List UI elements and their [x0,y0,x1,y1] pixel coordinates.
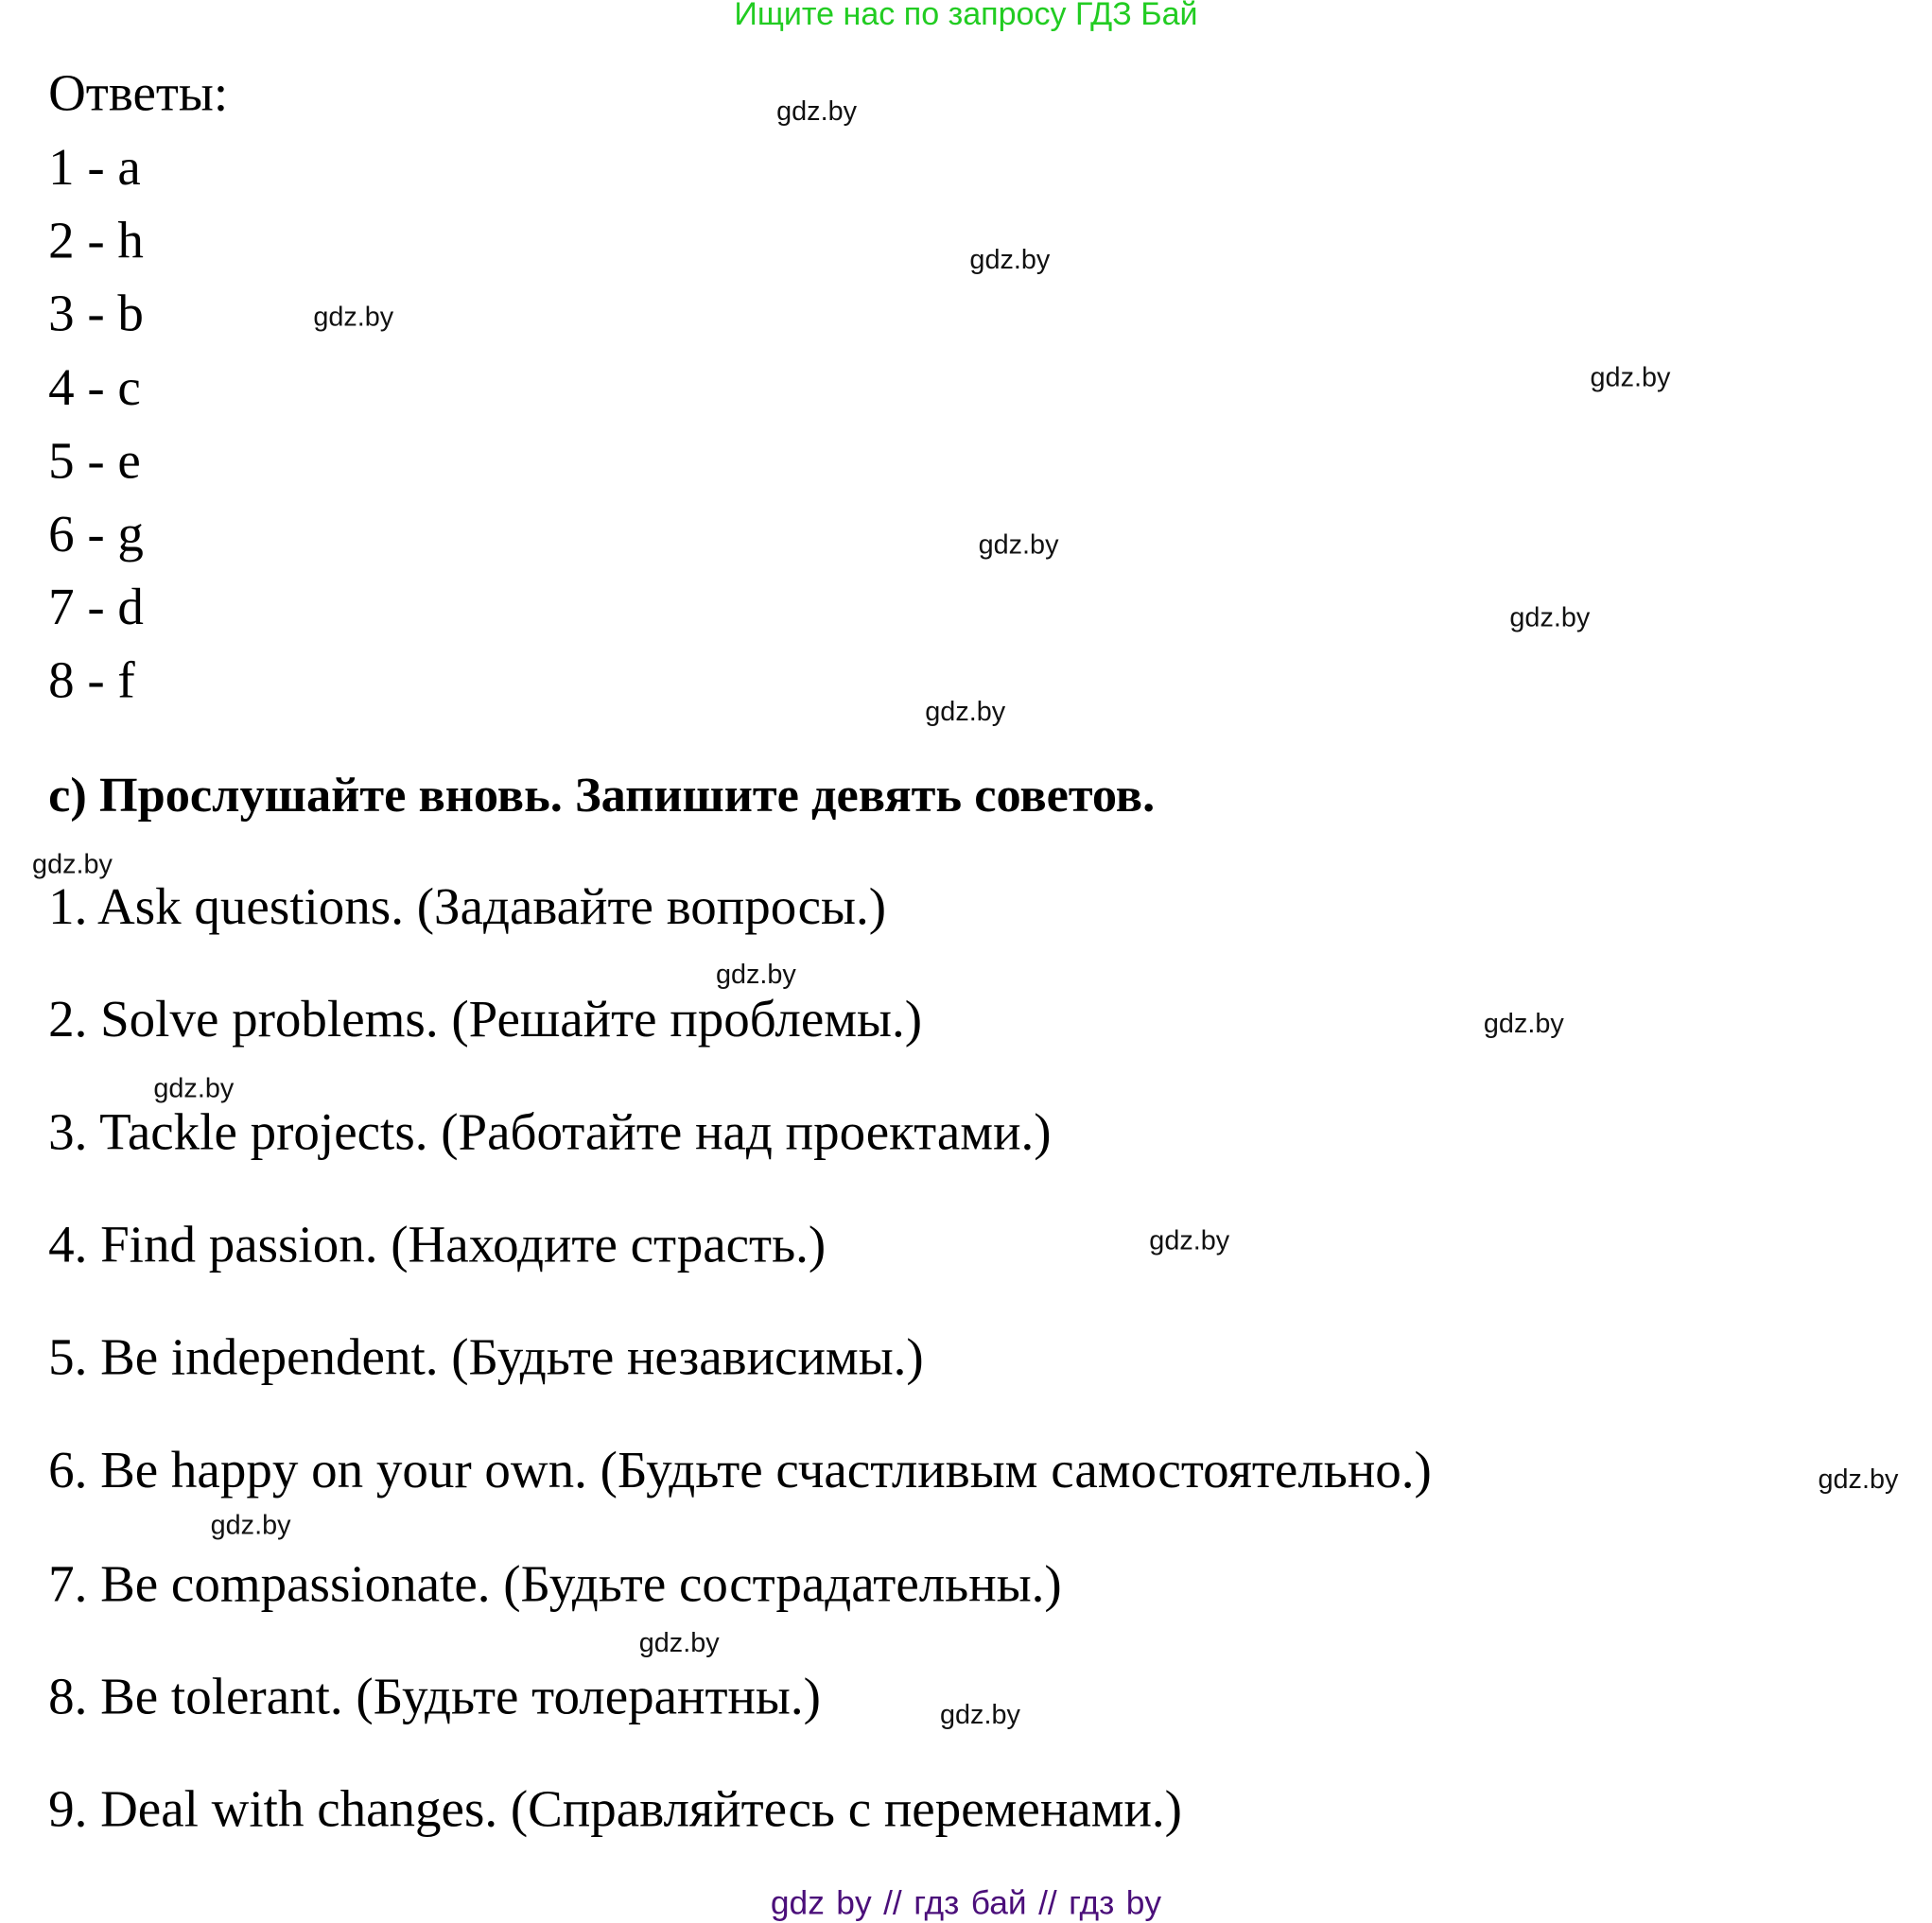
watermark: gdz.by [1818,1463,1899,1495]
answers-title: Ответы: [48,65,229,123]
tip-item: 3. Tackle projects. (Работайте над проектами.) [48,1104,1052,1162]
watermark: gdz.by [776,95,858,127]
tip-item: 1. Ask questions. (Задавайте вопросы.) [48,878,887,937]
answer-item: 7 - d [48,579,144,637]
answer-item: 3 - b [48,286,144,343]
search-banner: Ищите нас по запросу ГДЗ Бай [734,0,1198,33]
watermark: gdz.by [1483,1008,1564,1039]
tip-item: 4. Find passion. (Находите страсть.) [48,1217,827,1274]
answer-item: 6 - g [48,506,144,563]
watermark: gdz.by [1590,361,1671,393]
answer-item: 4 - c [48,360,141,418]
answer-item: 8 - f [48,652,135,710]
watermark: gdz.by [939,1698,1020,1730]
watermark: gdz.by [978,528,1059,560]
watermark: gdz.by [925,695,1006,727]
watermark: gdz.by [1509,601,1591,633]
footer-links: gdz by // гдз бай // гдз by [770,1884,1162,1922]
watermark: gdz.by [638,1626,720,1658]
task-c-heading: c) Прослушайте вновь. Запишите девять советов. [48,766,1156,823]
tip-item: 2. Solve problems. (Решайте проблемы.) [48,991,923,1049]
tip-item: 8. Be tolerant. (Будьте толерантны.) [48,1669,821,1726]
watermark: gdz.by [313,301,394,332]
watermark: gdz.by [210,1509,291,1541]
tip-item: 7. Be compassionate. (Будьте сострадательны.) [48,1556,1062,1614]
tip-item: 5. Be independent. (Будьте независимы.) [48,1329,924,1387]
answer-item: 2 - h [48,213,144,270]
watermark: gdz.by [715,958,796,990]
watermark: gdz.by [32,848,113,879]
watermark: gdz.by [1149,1224,1230,1256]
answer-item: 5 - e [48,433,141,491]
tip-item: 9. Deal with changes. (Справляйтесь с переменами.) [48,1781,1183,1839]
watermark: gdz.by [153,1072,235,1103]
answer-item: 1 - a [48,139,141,198]
tip-item: 6. Be happy on your own. (Будьте счастливым самостоятельно.) [48,1442,1432,1499]
watermark: gdz.by [969,243,1051,275]
